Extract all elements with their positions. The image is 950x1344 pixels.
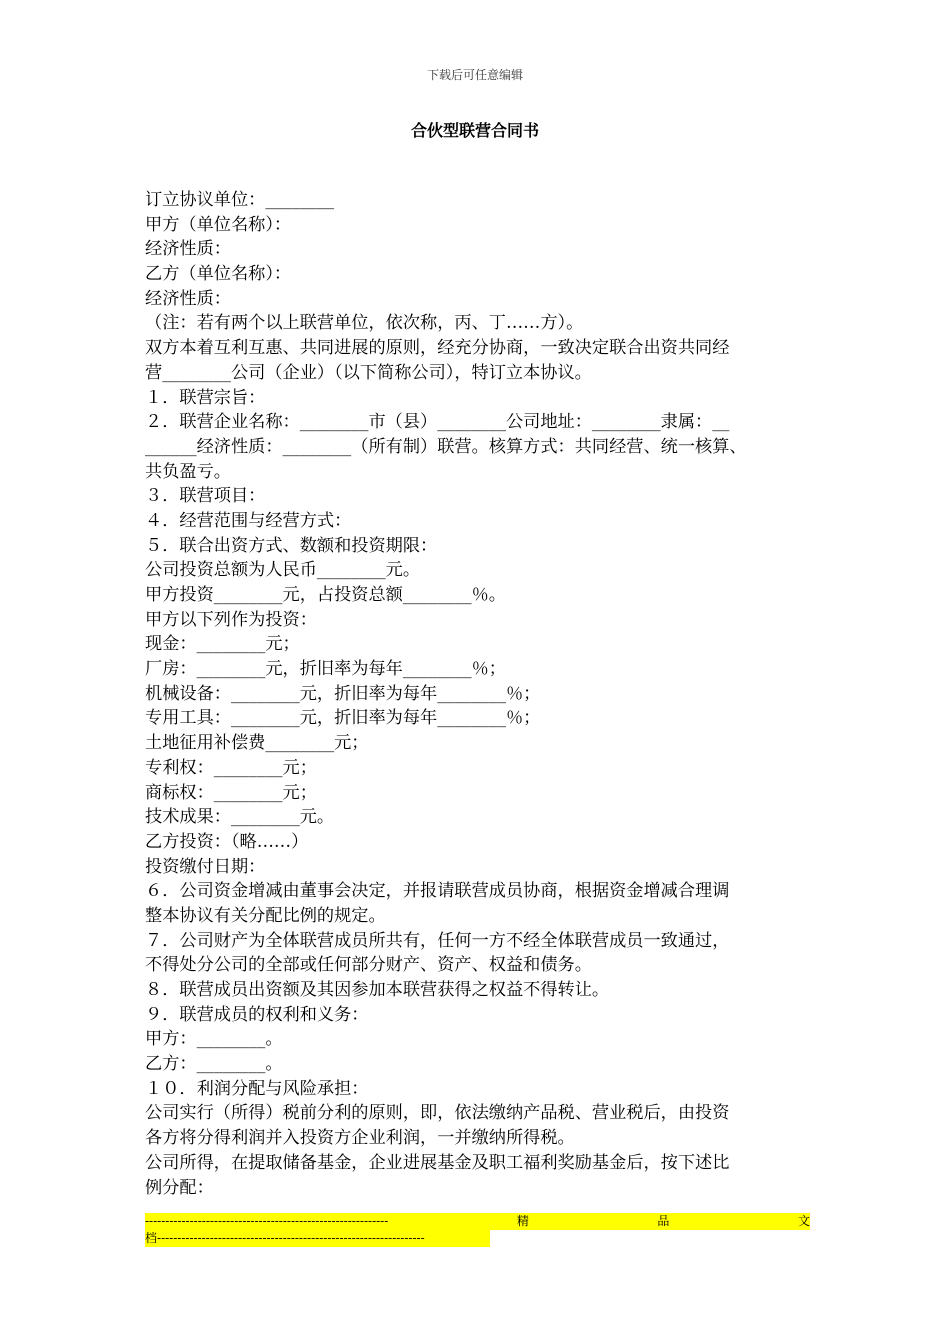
- document-line: ８．联营成员出资额及其因参加本联营获得之权益不得转让。: [145, 980, 610, 1000]
- header-note: 下载后可任意编辑: [426, 68, 523, 82]
- document-line: （注：若有两个以上联营单位，依次称，丙、丁……方）。: [145, 313, 584, 334]
- document-line: ７．公司财产为全体联营成员所共有，任何一方不经全体联营成员一致通过，: [145, 930, 730, 951]
- footer-dashes-1: ------------------------------------------------------------: [145, 1214, 389, 1228]
- document-line: 土地征用补偿费________元；: [145, 733, 369, 754]
- footer-char-1: 精: [516, 1214, 529, 1228]
- document-line: 例分配：: [145, 1177, 214, 1198]
- document-line: 专用工具：________元，折旧率为每年________％；: [145, 708, 541, 729]
- document-line: 营________公司（企业）（以下简称公司），特订立本协议。: [145, 362, 592, 383]
- document-line: 共负盈亏。: [145, 461, 231, 482]
- document-line: ６．公司资金增减由董事会决定，并报请联营成员协商，根据资金增减合理调: [145, 881, 730, 902]
- document-line: 甲方（单位名称）：: [145, 214, 292, 235]
- document-line: 甲方以下列作为投资：: [145, 609, 317, 630]
- document-body: [145, 188, 810, 1200]
- document-line: 投资缴付日期：: [145, 856, 266, 877]
- footer-banner: [145, 1213, 810, 1247]
- document-line: ２．联营企业名称：________市（县）________公司地址：________隶属：__: [145, 412, 730, 433]
- document-line: １．联营宗旨：: [145, 387, 266, 408]
- footer-char-2: 品: [657, 1214, 670, 1228]
- document-line: 不得处分公司的全部或任何部分财产、资产、权益和债务。: [145, 955, 592, 976]
- document-line: 公司实行（所得）税前分利的原则，即，依法缴纳产品税、营业税后，由投资: [145, 1103, 730, 1124]
- document-line: 乙方投资：（略……）: [145, 831, 309, 852]
- document-line: 厂房：________元，折旧率为每年________％；: [145, 659, 506, 680]
- document-line: ５．联合出资方式、数额和投资期限：: [145, 535, 438, 556]
- document-line: 商标权：________元；: [145, 782, 317, 803]
- document-line: 乙方：________。: [145, 1054, 283, 1075]
- document-line: ３．联营项目：: [145, 486, 266, 507]
- footer-char-3: 文: [797, 1214, 810, 1228]
- footer-dashes-2: ------------------------------------------------------------------: [157, 1231, 425, 1245]
- document-line: 机械设备：________元，折旧率为每年________％；: [145, 683, 541, 704]
- footer-row-2: [145, 1230, 490, 1247]
- footer-row-1: [145, 1213, 810, 1230]
- document-line: 技术成果：________元。: [145, 807, 335, 828]
- document-line: １０．利润分配与风险承担：: [145, 1078, 369, 1099]
- document-line: ９．联营成员的权利和义务：: [145, 1004, 369, 1025]
- document-line: ４．经营范围与经营方式：: [145, 510, 352, 531]
- document-line: 整本协议有关分配比例的规定。: [145, 905, 386, 926]
- footer-char-4: 档: [145, 1231, 158, 1245]
- document-title: 合伙型联营合同书: [410, 121, 539, 140]
- document-line: 公司所得，在提取储备基金，企业进展基金及职工福利奖励基金后，按下述比: [145, 1152, 730, 1173]
- document-line: 经济性质：: [145, 239, 231, 260]
- document-line: 专利权：________元；: [145, 757, 317, 778]
- document-line: 公司投资总额为人民币________元。: [145, 560, 421, 581]
- document-line: 甲方：________。: [145, 1029, 283, 1050]
- document-line: 乙方（单位名称）：: [145, 264, 292, 285]
- document-line: 现金：________元；: [145, 634, 300, 655]
- document-line: ______经济性质：________（所有制）联营。核算方式：共同经营、统一核算、: [145, 436, 747, 457]
- document-line: 双方本着互利互惠、共同进展的原则，经充分协商，一致决定联合出资共同经: [145, 338, 730, 359]
- document-line: 订立协议单位：________: [145, 190, 335, 210]
- document-line: 甲方投资________元，占投资总额________％。: [145, 585, 506, 605]
- document-line: 各方将分得利润并入投资方企业利润，一并缴纳所得税。: [145, 1128, 575, 1149]
- document-line: 经济性质：: [145, 288, 231, 309]
